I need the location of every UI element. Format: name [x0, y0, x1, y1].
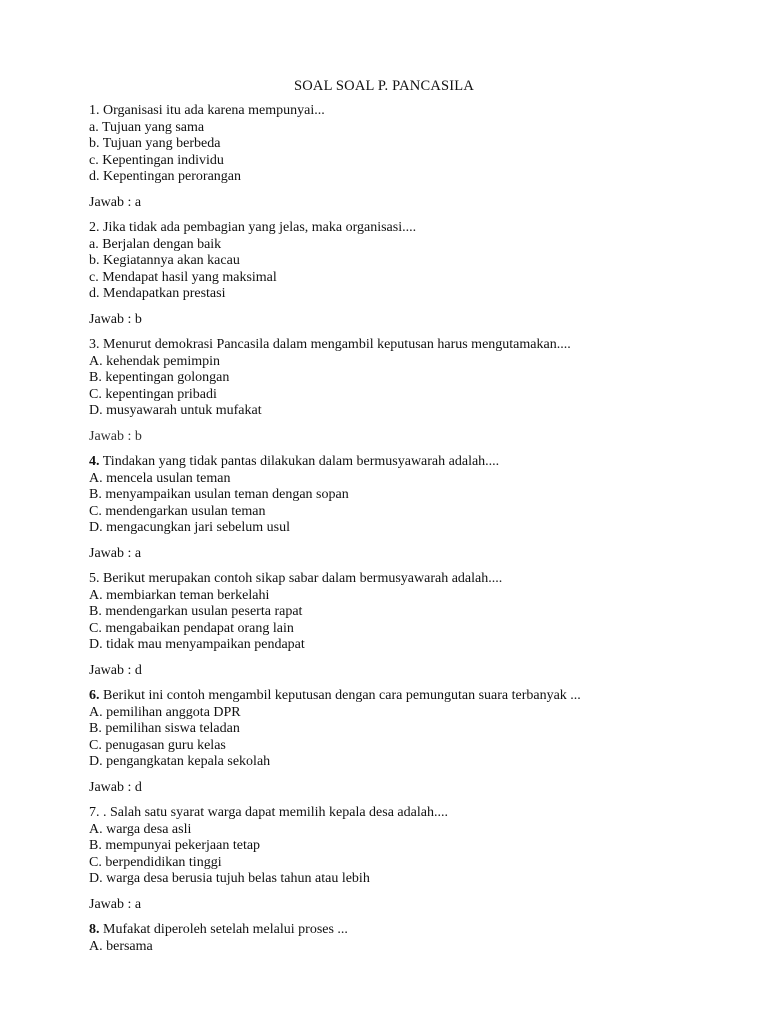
- question-number: 1.: [89, 103, 100, 118]
- option-c: C. kepentingan pribadi: [89, 386, 217, 402]
- option-c: c. Mendapat hasil yang maksimal: [89, 269, 277, 285]
- option-c: C. berpendidikan tinggi: [89, 854, 222, 870]
- question-stem: Mufakat diperoleh setelah melalui proses ...: [99, 922, 348, 937]
- answer-key: Jawab : d: [89, 662, 142, 678]
- question-text: [89, 103, 689, 120]
- question-stem: Salah satu syarat warga dapat memilih kepala desa adalah....: [106, 805, 448, 820]
- option-a: a. Tujuan yang sama: [89, 119, 205, 135]
- option-b: b. Kegiatannya akan kacau: [89, 253, 240, 268]
- question-list: [89, 103, 689, 955]
- question-number: 3.: [89, 337, 100, 352]
- option-d: D. tidak mau menyampaikan pendapat: [89, 637, 305, 652]
- answer-key: Jawab : d: [89, 779, 142, 795]
- option-d: d. Kepentingan perorangan: [89, 169, 241, 184]
- question-stem: Menurut demokrasi Pancasila dalam mengambil keputusan harus mengutamakan....: [99, 337, 571, 352]
- option-b: b. Tujuan yang berbeda: [89, 136, 221, 151]
- answer-key: Jawab : a: [89, 194, 142, 210]
- question-text: [89, 688, 689, 705]
- question-number: 6.: [89, 688, 100, 703]
- question-text: [89, 220, 689, 237]
- option-c: C. penugasan guru kelas: [89, 737, 226, 753]
- question-number: 5.: [89, 571, 100, 586]
- question-number: 7. .: [89, 805, 107, 820]
- option-a: A. bersama: [89, 938, 153, 954]
- option-b: B. pemilihan siswa teladan: [89, 721, 240, 736]
- option-d: D. pengangkatan kepala sekolah: [89, 754, 271, 769]
- question-2: [89, 220, 689, 328]
- question-8: [89, 922, 689, 955]
- option-a: A. membiarkan teman berkelahi: [89, 587, 270, 603]
- question-5: [89, 571, 689, 679]
- option-d: D. musyawarah untuk mufakat: [89, 403, 262, 418]
- option-b: B. mendengarkan usulan peserta rapat: [89, 604, 303, 619]
- option-b: B. kepentingan golongan: [89, 370, 230, 385]
- answer-key: Jawab : a: [89, 545, 142, 561]
- option-b: B. mempunyai pekerjaan tetap: [89, 838, 261, 853]
- question-stem: Jika tidak ada pembagian yang jelas, maka organisasi....: [99, 220, 417, 235]
- answer-key: Jawab : b: [89, 428, 142, 444]
- option-c: C. mendengarkan usulan teman: [89, 503, 266, 519]
- question-number: 4.: [89, 454, 100, 469]
- option-c: C. mengabaikan pendapat orang lain: [89, 620, 294, 636]
- option-d: d. Mendapatkan prestasi: [89, 286, 226, 301]
- answer-key: Jawab : b: [89, 311, 142, 327]
- question-stem: Berikut merupakan contoh sikap sabar dalam bermusyawarah adalah....: [99, 571, 503, 586]
- option-a: A. warga desa asli: [89, 821, 192, 837]
- question-stem: Organisasi itu ada karena mempunyai...: [99, 103, 325, 118]
- option-a: a. Berjalan dengan baik: [89, 236, 222, 252]
- page-title: SOAL SOAL P. PANCASILA: [293, 78, 475, 94]
- question-stem: Tindakan yang tidak pantas dilakukan dalam bermusyawarah adalah....: [99, 454, 500, 469]
- option-b: B. menyampaikan usulan teman dengan sopan: [89, 487, 349, 502]
- question-7: [89, 805, 689, 913]
- option-d: D. warga desa berusia tujuh belas tahun atau lebih: [89, 871, 370, 886]
- question-text: [89, 805, 689, 822]
- question-text: [89, 922, 689, 939]
- answer-key: Jawab : a: [89, 896, 142, 912]
- question-1: [89, 103, 689, 211]
- question-6: [89, 688, 689, 796]
- question-text: [89, 454, 689, 471]
- option-d: D. mengacungkan jari sebelum usul: [89, 520, 291, 535]
- option-a: A. pemilihan anggota DPR: [89, 704, 241, 720]
- question-number: 2.: [89, 220, 100, 235]
- option-a: A. mencela usulan teman: [89, 470, 231, 486]
- question-4: [89, 454, 689, 562]
- question-stem: Berikut ini contoh mengambil keputusan dengan cara pemungutan suara terbanyak ...: [99, 688, 581, 703]
- question-text: [89, 337, 689, 354]
- option-a: A. kehendak pemimpin: [89, 353, 221, 369]
- question-number: 8.: [89, 922, 100, 937]
- option-c: c. Kepentingan individu: [89, 152, 224, 168]
- question-text: [89, 571, 689, 588]
- question-3: [89, 337, 689, 445]
